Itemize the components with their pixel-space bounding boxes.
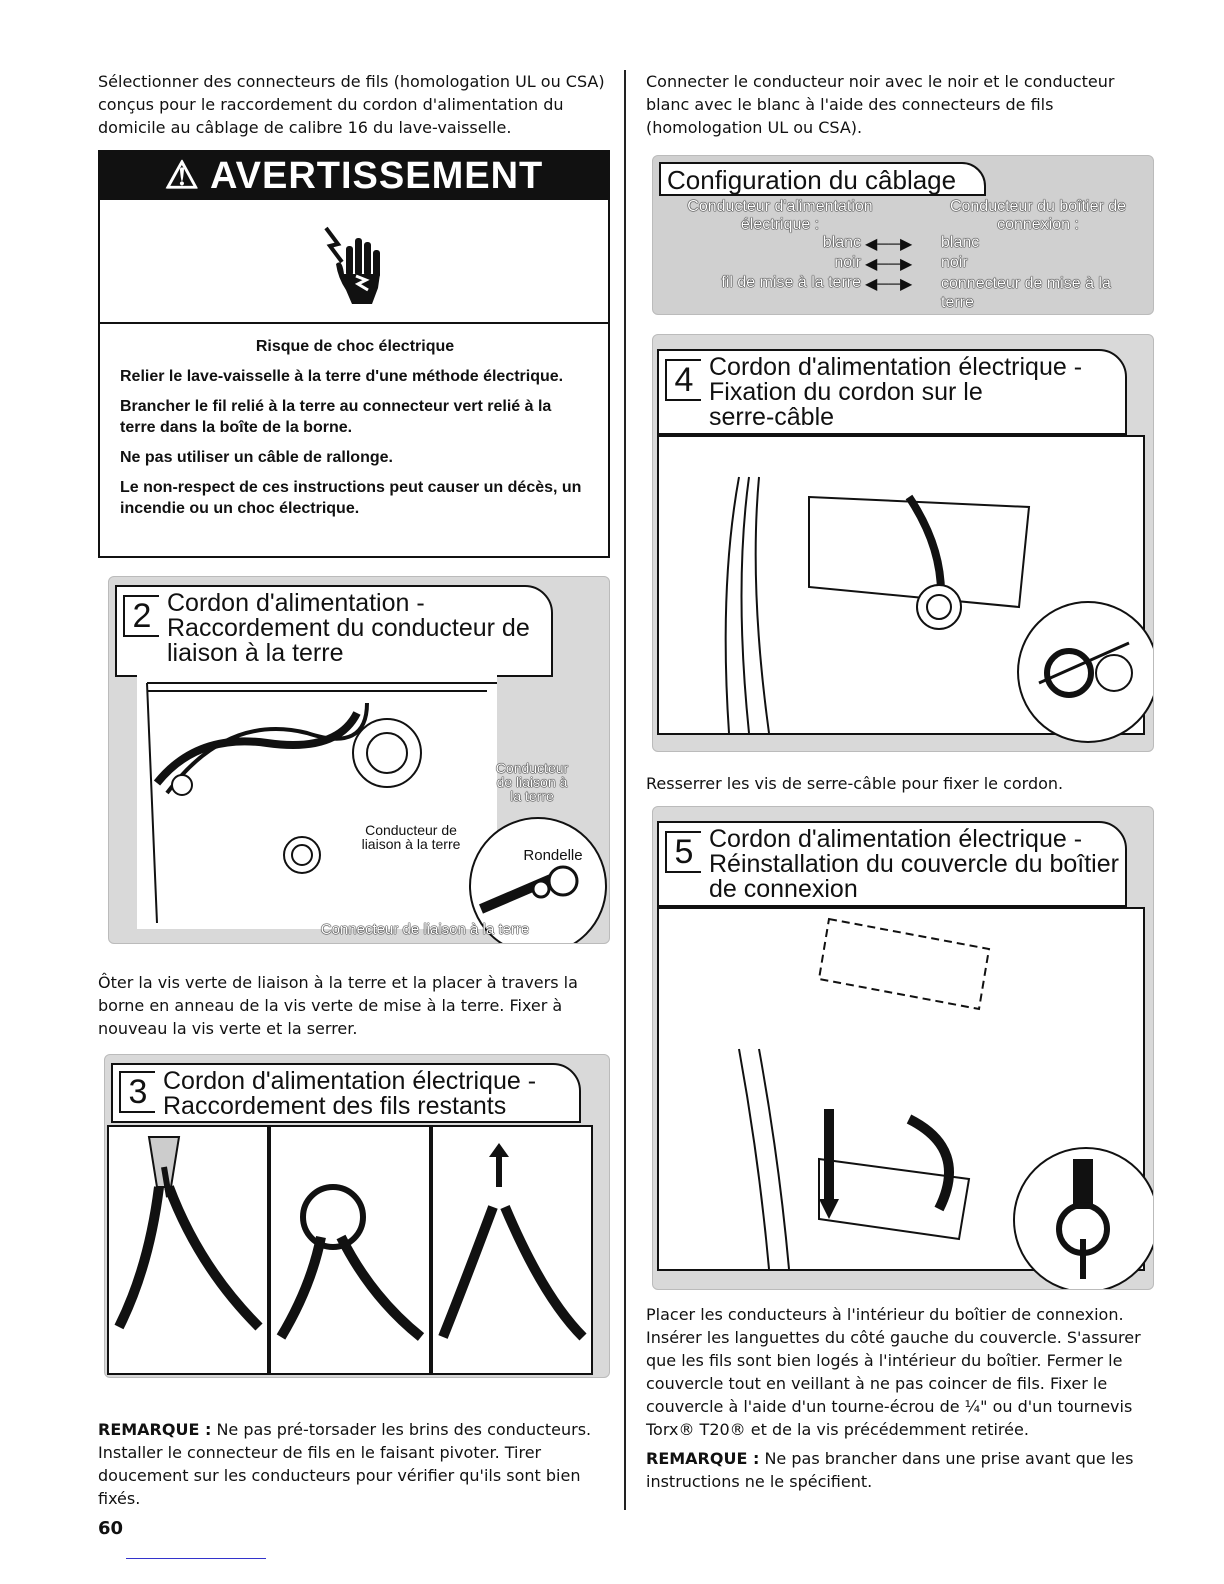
warning-triangle-icon: ⚠ (164, 155, 200, 197)
wiring-row-left: blanc (822, 234, 861, 251)
label-bond-conductor-top: Conducteur de liaison à la terre (495, 760, 569, 804)
wire-pull-drawing (433, 1127, 591, 1373)
page-number: 60 (98, 1518, 124, 1539)
step-title: Cordon d'alimentation électrique - Fixation du cordon sur le serre-câble (709, 353, 1083, 431)
footer-line (126, 1558, 266, 1559)
step-2-illustration (137, 673, 497, 929)
step-title: Cordon d'alimentation - Raccordement du conducteur de liaison à la terre (167, 589, 530, 667)
label-washer: Rondelle (523, 847, 583, 864)
warning-heading: ⚠ AVERTISSEMENT (100, 152, 608, 200)
warning-line: Relier le lave-vaisselle à la terre d'une méthode électrique. (120, 368, 564, 385)
step-number: 4 (665, 359, 701, 401)
wiring-row-left: noir (834, 254, 861, 271)
step-2-panel (108, 576, 610, 944)
step-title: Cordon d'alimentation électrique - Réinstallation du couvercle du boîtier de connexion (709, 825, 1119, 903)
warning-line: Brancher le fil relié à la terre au connecteur vert relié à la terre dans la boîte de la borne. (120, 398, 552, 436)
step-number: 5 (665, 831, 701, 873)
label-bond-conductor: Conducteur de liaison à la terre (361, 822, 461, 852)
wiring-right-head: Conducteur du boîtier de connexion : (949, 198, 1127, 233)
electric-shock-hand-icon (320, 218, 390, 308)
wiring-row-right: blanc (941, 234, 980, 251)
wiring-title: Configuration du câblage (659, 162, 986, 196)
wire-twist-drawing-1 (109, 1127, 267, 1373)
column-divider (624, 70, 626, 1510)
wiring-row-left: fil de mise à la terre (721, 274, 861, 291)
step-3-illustration-3 (431, 1125, 593, 1375)
step-4-panel (652, 334, 1154, 752)
step-number: 2 (123, 595, 159, 637)
step-3-note: REMARQUE : Ne pas pré-torsader les brins des conducteurs. Installer le connecteur de fils en le faisant pivoter. Tirer doucement sur les conducteurs pour vérifier qu'ils sont bien fixés. (98, 1420, 592, 1508)
wiring-left-head: Conducteur d'alimentation électrique : (687, 198, 873, 233)
label-bond-connector: Connecteur de liaison à la terre (320, 921, 530, 938)
junction-box-drawing (137, 673, 497, 929)
screwdriver-tighten-drawing (1019, 603, 1154, 741)
zoom-circle (1013, 1147, 1154, 1290)
screwdriver-cover-drawing (1015, 1149, 1154, 1290)
intro-paragraph-right: Connecter le conducteur noir avec le noir et le conducteur blanc avec le blanc à l'aide des connecteurs de fils (homologation UL ou CSA). (646, 72, 1115, 137)
step-4-title-box (657, 349, 1127, 435)
double-arrow-icon: ◀──▶ (865, 236, 913, 253)
step-5-paragraph: Placer les conducteurs à l'intérieur du boîtier de connexion. Insérer les languettes du côté gauche du couvercle. S'assurer que les fils sont bien logés à l'intérieur du boîtier. Fermer le couvercle tout en veillant à ne pas coincer de fils. Fixer le couvercle à l'aide d'un tourne-écrou de ¼" ou d'un tournevis Torx® T20® et de la vis précédemment retirée. (646, 1305, 1141, 1439)
warning-line: Ne pas utiliser un câble de rallonge. (120, 449, 393, 466)
step-title: Cordon d'alimentation électrique - Raccordement des fils restants (163, 1067, 537, 1120)
step-5-title-box (657, 821, 1127, 907)
step-3-title-box (111, 1063, 581, 1123)
step-5-panel (652, 806, 1154, 1290)
step-2-title-box (115, 585, 553, 677)
intro-paragraph-left: Sélectionner des connecteurs de fils (homologation UL ou CSA) conçus pour le raccordement du cordon d'alimentation du domicile au câblage de calibre 16 du lave-vaisselle. (98, 72, 605, 137)
step-4-paragraph: Resserrer les vis de serre-câble pour fixer le cordon. (646, 774, 1064, 793)
wire-twist-drawing-2 (271, 1127, 429, 1373)
double-arrow-icon: ◀──▶ (865, 276, 913, 293)
step-3-panel (104, 1054, 610, 1378)
wiring-row-right: noir (941, 254, 968, 271)
step-2-paragraph: Ôter la vis verte de liaison à la terre et la placer à travers la borne en anneau de la vis verte de mise à la terre. Fixer à nouveau la vis verte et la serrer. (98, 973, 578, 1038)
warning-line: Le non-respect de ces instructions peut causer un décès, un incendie ou un choc électrique. (120, 479, 582, 517)
step-number: 3 (119, 1071, 155, 1113)
step-3-illustration-1 (107, 1125, 269, 1375)
step-3-illustration-2 (269, 1125, 431, 1375)
double-arrow-icon: ◀──▶ (865, 256, 913, 273)
zoom-circle (1017, 601, 1154, 743)
warning-box (98, 150, 610, 558)
step-5-note: REMARQUE : Ne pas brancher dans une prise avant que les instructions ne le spécifient. (646, 1449, 1134, 1491)
wiring-row-right: connecteur de mise à la terre (941, 275, 1111, 311)
wiring-configuration-panel (652, 155, 1154, 315)
warning-risk-title: Risque de choc électrique (255, 338, 455, 355)
